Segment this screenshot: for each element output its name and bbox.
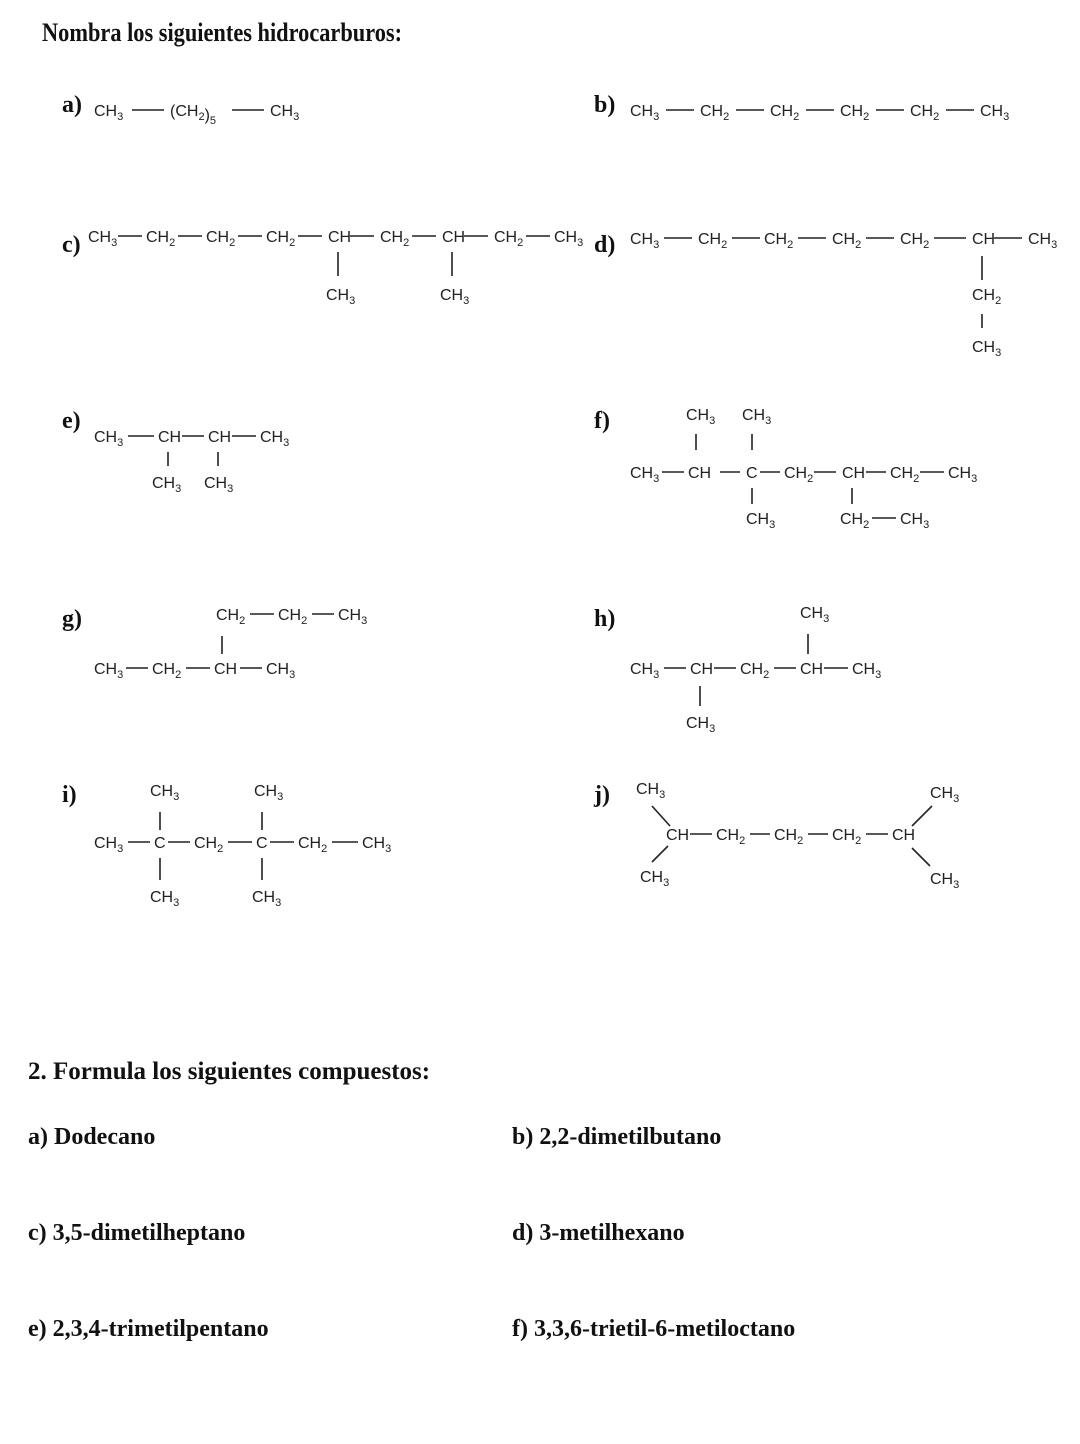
atom [980, 103, 1009, 123]
atom-symbol: CH [774, 827, 798, 844]
subscript: 3 [659, 789, 666, 801]
atom [900, 511, 929, 531]
subscript: 3 [117, 111, 124, 123]
subscript: 3 [923, 519, 930, 531]
atom-symbol: CH [254, 783, 278, 800]
subscript: 3 [577, 237, 584, 249]
subscript: 2 [863, 519, 870, 531]
subscript: 3 [663, 877, 670, 889]
atom [146, 229, 175, 249]
atom [204, 475, 233, 495]
subscript: 2 [239, 615, 246, 627]
atom-symbol: CH [260, 429, 284, 446]
atom-symbol: CH [910, 103, 934, 120]
atom-symbol: CH [688, 465, 712, 482]
subscript: 2 [289, 237, 296, 249]
atom [158, 429, 181, 446]
subscript: 3 [361, 615, 368, 627]
atom-symbol: (CH [170, 103, 199, 120]
atom [784, 465, 813, 485]
subscript: 3 [765, 415, 772, 427]
atom-symbol: CH [328, 229, 352, 246]
atom [900, 231, 929, 251]
formula-d [630, 231, 1057, 359]
subscript: 3 [709, 723, 716, 735]
atom-symbol: CH [892, 827, 916, 844]
subscript: 2 [739, 835, 746, 847]
atom-symbol: CH [746, 511, 770, 528]
atom [746, 511, 775, 531]
exercise-1-title: Nombra los siguientes hidrocarburos: [42, 18, 403, 47]
atom [800, 661, 823, 678]
atom [716, 827, 745, 847]
subscript: 3 [283, 437, 290, 449]
compound-e: e) 2,3,4-trimetilpentano [28, 1316, 269, 1342]
atom [206, 229, 235, 249]
atom [840, 511, 869, 531]
atom-symbol: CH [204, 475, 228, 492]
atom-symbol: CH [700, 103, 724, 120]
atom [764, 231, 793, 251]
atom-symbol: CH [832, 827, 856, 844]
subscript: 3 [117, 843, 124, 855]
atom-symbol: CH [440, 287, 464, 304]
atom-symbol: CH [800, 605, 824, 622]
atom-symbol: CH [266, 229, 290, 246]
atom [362, 835, 391, 855]
atom-symbol: CH [842, 465, 866, 482]
atom-symbol: C [746, 465, 758, 482]
subscript: 3 [111, 237, 118, 249]
atom [930, 785, 959, 805]
atom [94, 103, 123, 123]
compound-a: a) Dodecano [28, 1124, 156, 1150]
subscript: 3 [1003, 111, 1010, 123]
subscript: 3 [1051, 239, 1058, 251]
atom-symbol: CH [770, 103, 794, 120]
subscript: 2 [913, 473, 920, 485]
atom-symbol: CH [362, 835, 386, 852]
compound-f: f) 3,3,6-trietil-6-metiloctano [512, 1316, 796, 1342]
atom [688, 465, 711, 482]
atom-symbol: CH [930, 785, 954, 802]
atom-symbol: CH [298, 835, 322, 852]
atom-symbol: CH [832, 231, 856, 248]
atom-symbol: CH [636, 781, 660, 798]
atom [266, 229, 295, 249]
atom-symbol: CH [150, 889, 174, 906]
atom-symbol: CH [216, 607, 240, 624]
atom [194, 835, 223, 855]
atom [630, 661, 659, 681]
atom [832, 231, 861, 251]
atom-symbol: CH [146, 229, 170, 246]
subscript: 3 [293, 111, 300, 123]
label-g: g) [62, 606, 82, 632]
atom [214, 661, 237, 678]
atom-symbol: CH [690, 661, 714, 678]
atom-symbol: CH [900, 231, 924, 248]
atom [972, 287, 1001, 307]
subscript: 2 [175, 669, 182, 681]
formula-g [94, 607, 367, 681]
atom-symbol: CH [972, 287, 996, 304]
compound-c: c) 3,5-dimetilheptano [28, 1220, 246, 1246]
atom-symbol: CH [666, 827, 690, 844]
atom-symbol: CH [698, 231, 722, 248]
atom [380, 229, 409, 249]
atom-symbol: CH [972, 231, 996, 248]
subscript: 3 [175, 483, 182, 495]
subscript: 2 [787, 239, 794, 251]
atom-symbol: CH [194, 835, 218, 852]
atom-symbol: CH [686, 715, 710, 732]
atom-symbol: CH [494, 229, 518, 246]
subscript: 3 [953, 793, 960, 805]
atom-symbol: CH [900, 511, 924, 528]
atom-symbol: CH [930, 871, 954, 888]
subscript: 2 [863, 111, 870, 123]
atom [154, 835, 166, 852]
subscript: 3 [995, 347, 1002, 359]
atom [852, 661, 881, 681]
atom [832, 827, 861, 847]
atom [690, 661, 713, 678]
subscript: 2 [301, 615, 308, 627]
atom [948, 465, 977, 485]
atom-symbol: CH [94, 429, 118, 446]
atom-symbol: CH [442, 229, 466, 246]
exercise-2-title: 2. Formula los siguientes compuestos: [28, 1058, 431, 1085]
formula-i [94, 783, 391, 909]
atom [740, 661, 769, 681]
atom [774, 827, 803, 847]
atom-symbol: CH [94, 103, 118, 120]
atom-symbol: CH [158, 429, 182, 446]
subscript: 3 [173, 897, 180, 909]
atom [150, 889, 179, 909]
atom-symbol: CH [784, 465, 808, 482]
subscript: 3 [289, 669, 296, 681]
formula-b [630, 103, 1009, 123]
atom [840, 103, 869, 123]
formula-c [88, 229, 583, 307]
subscript: 2 [723, 111, 730, 123]
atom-symbol: CH [948, 465, 972, 482]
atom [640, 869, 669, 889]
subscript: 3 [227, 483, 234, 495]
formula-a [94, 103, 299, 127]
atom [666, 827, 689, 844]
atom [554, 229, 583, 249]
atom-symbol: CH [152, 475, 176, 492]
atom-symbol: CH [890, 465, 914, 482]
atom-symbol: C [256, 835, 268, 852]
atom [94, 661, 123, 681]
atom [910, 103, 939, 123]
atom-symbol: CH [380, 229, 404, 246]
atom [256, 835, 268, 852]
atom [278, 607, 307, 627]
atom [326, 287, 355, 307]
atom [1028, 231, 1057, 251]
atom [636, 781, 665, 801]
subscript: 3 [275, 897, 282, 909]
atom [252, 889, 281, 909]
subscript: 3 [463, 295, 470, 307]
atom-symbol: CH [206, 229, 230, 246]
subscript: 3 [823, 613, 830, 625]
subscript: 2 [517, 237, 524, 249]
atom [94, 429, 123, 449]
atom-symbol: CH [630, 103, 654, 120]
subscript: 3 [953, 879, 960, 891]
atom [216, 607, 245, 627]
subscript: 2 [855, 239, 862, 251]
atom [742, 407, 771, 427]
label-f: f) [594, 408, 610, 434]
atom-symbol: CH [800, 661, 824, 678]
subscript: 2 [229, 237, 236, 249]
atom-symbol: CH [88, 229, 112, 246]
subscript: 3 [653, 239, 660, 251]
label-i: i) [62, 782, 77, 808]
atom-symbol: CH [266, 661, 290, 678]
atom-symbol: CH [150, 783, 174, 800]
atom-symbol: CH [764, 231, 788, 248]
atom-symbol: CH [94, 835, 118, 852]
label-j: j) [594, 782, 610, 808]
atom [972, 231, 995, 248]
label-d: d) [594, 232, 616, 258]
subscript: 2 [933, 111, 940, 123]
label-b: b) [594, 92, 616, 118]
atom-symbol: CH [94, 661, 118, 678]
subscript: 2 [923, 239, 930, 251]
atom [254, 783, 283, 803]
atom-symbol: CH [852, 661, 876, 678]
atom-symbol: CH [640, 869, 664, 886]
subscript: 2 [403, 237, 410, 249]
subscript: 3 [653, 669, 660, 681]
atom [842, 465, 865, 482]
atom-symbol: C [154, 835, 166, 852]
subscript: 2 [855, 835, 862, 847]
atom-symbol: CH [840, 103, 864, 120]
atom-symbol: CH [716, 827, 740, 844]
atom [930, 871, 959, 891]
atom-symbol: ) [204, 107, 210, 124]
formula-f [630, 407, 977, 531]
subscript: 2 [807, 473, 814, 485]
atom [94, 835, 123, 855]
atom [266, 661, 295, 681]
atom-symbol: CH [686, 407, 710, 424]
subscript: 2 [797, 835, 804, 847]
atom [630, 465, 659, 485]
atom-symbol: CH [840, 511, 864, 528]
atom [770, 103, 799, 123]
atom [630, 103, 659, 123]
atom [170, 103, 216, 127]
subscript: 3 [277, 791, 284, 803]
subscript: 3 [653, 111, 660, 123]
atom-symbol: CH [972, 339, 996, 356]
subscript: 3 [971, 473, 978, 485]
subscript: 5 [209, 115, 217, 127]
compound-b: b) 2,2-dimetilbutano [512, 1124, 722, 1150]
subscript: 3 [349, 295, 356, 307]
atom [328, 229, 351, 246]
atom-symbol: CH [742, 407, 766, 424]
atom [150, 783, 179, 803]
atom [890, 465, 919, 485]
label-c: c) [62, 232, 81, 258]
label-h: h) [594, 606, 616, 632]
subscript: 3 [709, 415, 716, 427]
subscript: 2 [763, 669, 770, 681]
atom [698, 231, 727, 251]
atom-symbol: CH [338, 607, 362, 624]
subscript: 3 [875, 669, 882, 681]
atom [494, 229, 523, 249]
atom-symbol: CH [326, 287, 350, 304]
atom-symbol: CH [630, 231, 654, 248]
subscript: 3 [385, 843, 392, 855]
atom [442, 229, 465, 246]
atom [338, 607, 367, 627]
subscript: 2 [169, 237, 176, 249]
atom [800, 605, 829, 625]
subscript: 2 [995, 295, 1002, 307]
subscript: 2 [217, 843, 224, 855]
atom-symbol: CH [278, 607, 302, 624]
subscript: 3 [117, 669, 124, 681]
atom [686, 407, 715, 427]
atom-symbol: CH [270, 103, 294, 120]
subscript: 2 [793, 111, 800, 123]
label-e: e) [62, 408, 81, 434]
formula-j [636, 781, 959, 891]
subscript: 3 [769, 519, 776, 531]
atom-symbol: CH [1028, 231, 1052, 248]
atom-symbol: CH [740, 661, 764, 678]
atom [630, 231, 659, 251]
atom-symbol: CH [208, 429, 232, 446]
atom-symbol: CH [630, 661, 654, 678]
atom [686, 715, 715, 735]
subscript: 2 [321, 843, 328, 855]
atom [152, 661, 181, 681]
atom-symbol: CH [152, 661, 176, 678]
atom [972, 339, 1001, 359]
atom [298, 835, 327, 855]
atom-symbol: CH [630, 465, 654, 482]
subscript: 2 [198, 111, 205, 123]
atom-symbol: CH [554, 229, 578, 246]
subscript: 3 [653, 473, 660, 485]
label-a: a) [62, 92, 82, 118]
atom [700, 103, 729, 123]
subscript: 3 [117, 437, 124, 449]
subscript: 2 [721, 239, 728, 251]
atom [270, 103, 299, 123]
atom [892, 827, 915, 844]
compound-d: d) 3-metilhexano [512, 1220, 685, 1246]
atom-symbol: CH [980, 103, 1004, 120]
atom [152, 475, 181, 495]
atom [88, 229, 117, 249]
subscript: 3 [173, 791, 180, 803]
formula-h [630, 605, 881, 735]
formula-e [94, 429, 289, 495]
atom [208, 429, 231, 446]
atom [440, 287, 469, 307]
atom-symbol: CH [252, 889, 276, 906]
atom-symbol: CH [214, 661, 238, 678]
atom [260, 429, 289, 449]
atom [746, 465, 758, 482]
